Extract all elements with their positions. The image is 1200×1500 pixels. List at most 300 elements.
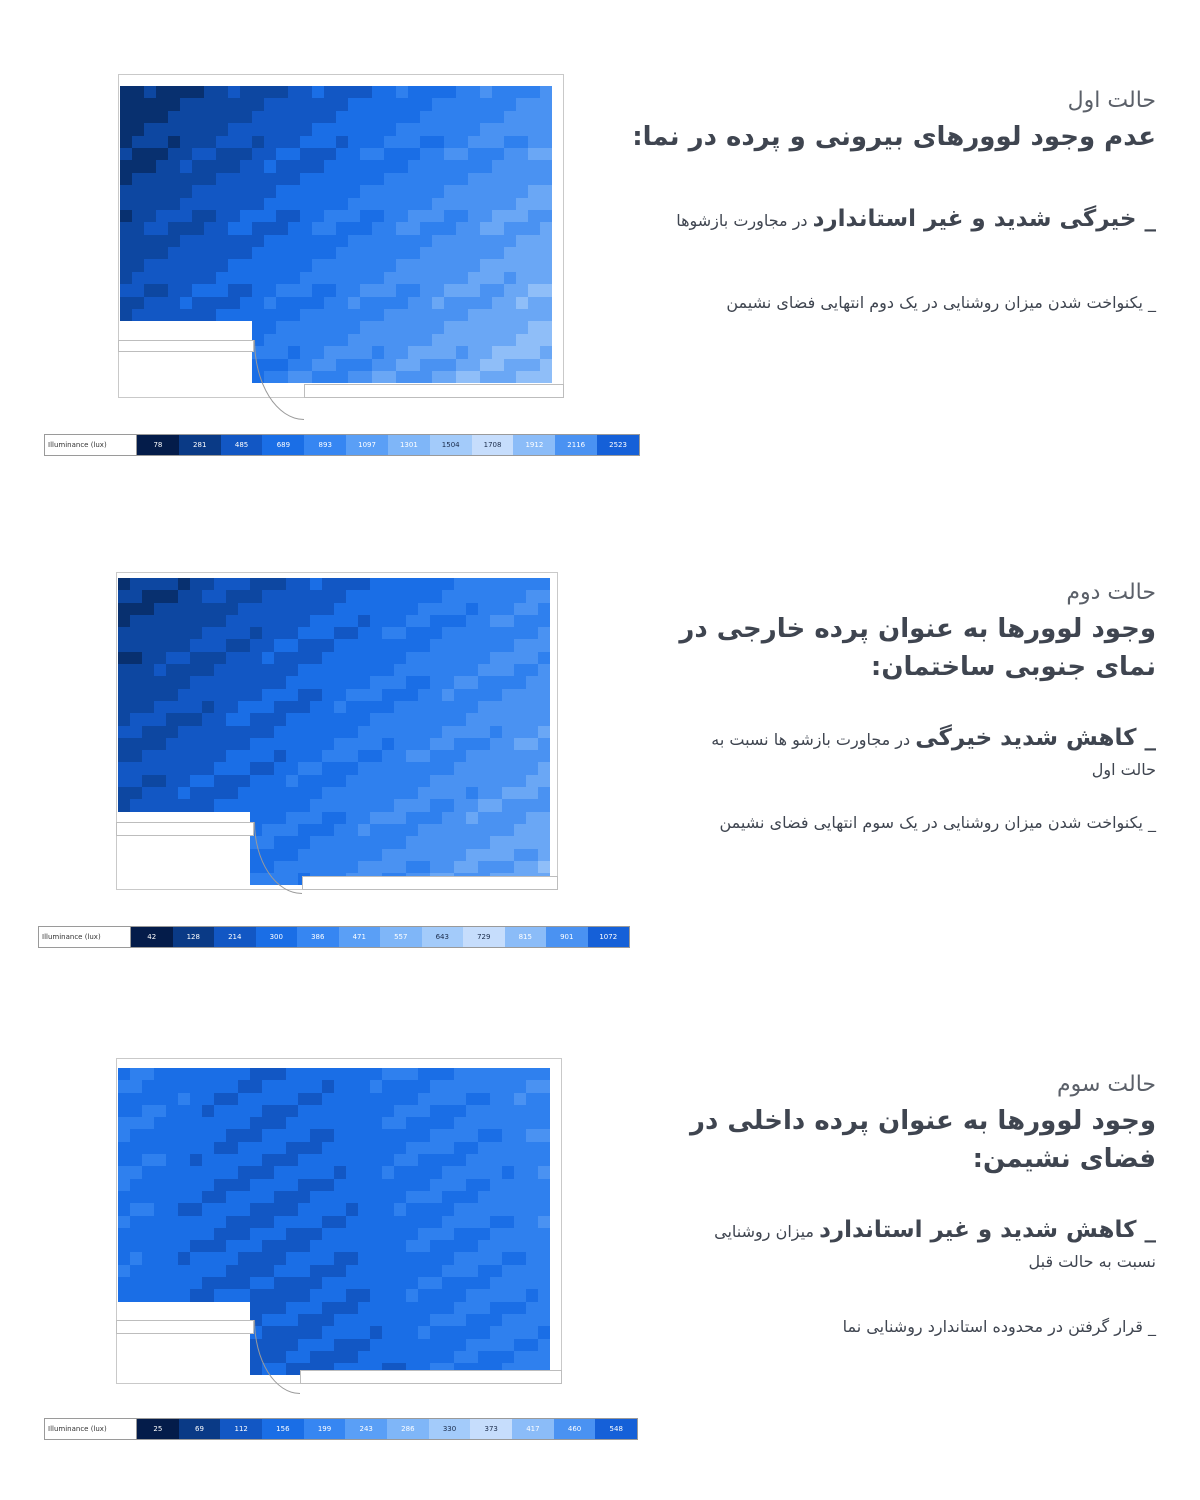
heatmap-cell xyxy=(322,1142,334,1154)
heatmap-cell xyxy=(192,284,204,296)
heatmap-cell xyxy=(502,1339,514,1351)
heatmap-cell xyxy=(468,86,480,98)
heatmap-cell xyxy=(492,284,504,296)
heatmap-cell xyxy=(180,235,192,247)
heatmap-cell xyxy=(190,738,202,750)
heatmap-cell xyxy=(264,160,276,172)
heatmap-cell xyxy=(372,148,384,160)
heatmap-cell xyxy=(118,726,130,738)
heatmap-cell xyxy=(142,713,154,725)
heatmap-cell xyxy=(166,1289,178,1301)
heatmap-cell xyxy=(202,701,214,713)
heatmap-cell xyxy=(204,198,216,210)
illuminance-grid xyxy=(120,86,552,383)
heatmap-cell xyxy=(418,1142,430,1154)
heatmap-cell xyxy=(466,1203,478,1215)
heatmap-cell xyxy=(430,1068,442,1080)
heatmap-cell xyxy=(430,1277,442,1289)
heatmap-cell xyxy=(526,1129,538,1141)
heatmap-cell xyxy=(180,173,192,185)
heatmap-cell xyxy=(526,1203,538,1215)
heatmap-cell xyxy=(204,284,216,296)
heatmap-cell xyxy=(178,1216,190,1228)
heatmap-cell xyxy=(468,359,480,371)
heatmap-cell xyxy=(348,321,360,333)
heatmap-cell xyxy=(324,259,336,271)
heatmap-cell xyxy=(468,185,480,197)
heatmap-cell xyxy=(154,1363,166,1375)
heatmap-cell xyxy=(250,873,262,885)
heatmap-cell xyxy=(118,590,130,602)
heatmap-cell xyxy=(168,123,180,135)
heatmap-cell xyxy=(514,1203,526,1215)
heatmap-cell xyxy=(202,1179,214,1191)
heatmap-cell xyxy=(252,173,264,185)
heatmap-cell xyxy=(538,750,550,762)
heatmap-cell xyxy=(156,371,168,383)
heatmap-cell xyxy=(490,652,502,664)
heatmap-cell xyxy=(324,160,336,172)
legend-value: 286 xyxy=(387,1419,429,1439)
heatmap-cell xyxy=(418,664,430,676)
heatmap-cell xyxy=(310,676,322,688)
heatmap-cell xyxy=(442,1154,454,1166)
heatmap-cell xyxy=(502,1080,514,1092)
heatmap-cell xyxy=(274,1129,286,1141)
heatmap-cell xyxy=(334,615,346,627)
heatmap-cell xyxy=(154,1203,166,1215)
heatmap-cell xyxy=(382,1240,394,1252)
heatmap-cell xyxy=(132,185,144,197)
heatmap-cell xyxy=(202,849,214,861)
heatmap-cell xyxy=(250,1080,262,1092)
heatmap-cell xyxy=(238,726,250,738)
heatmap-cell xyxy=(324,136,336,148)
heatmap-cell xyxy=(286,1203,298,1215)
heatmap-cell xyxy=(502,1142,514,1154)
heatmap-cell xyxy=(118,1289,130,1301)
heatmap-cell xyxy=(430,1142,442,1154)
heatmap-cell xyxy=(444,346,456,358)
heatmap-cell xyxy=(132,247,144,259)
heatmap-cell xyxy=(144,284,156,296)
heatmap-cell xyxy=(478,726,490,738)
heatmap-cell xyxy=(300,111,312,123)
heatmap-cell xyxy=(202,738,214,750)
bullet-primary xyxy=(596,720,1156,757)
heatmap-cell xyxy=(238,836,250,848)
heatmap-cell xyxy=(346,726,358,738)
heatmap-cell xyxy=(202,861,214,873)
heatmap-cell xyxy=(276,198,288,210)
heatmap-cell xyxy=(190,1216,202,1228)
heatmap-cell xyxy=(334,1302,346,1314)
heatmap-cell xyxy=(130,787,142,799)
heatmap-cell xyxy=(324,309,336,321)
heatmap-cell xyxy=(274,1289,286,1301)
heatmap-cell xyxy=(262,1277,274,1289)
heatmap-cell xyxy=(370,1351,382,1363)
heatmap-cell xyxy=(178,713,190,725)
heatmap-cell xyxy=(238,676,250,688)
heatmap-cell xyxy=(310,750,322,762)
heatmap-cell xyxy=(178,775,190,787)
heatmap-cell xyxy=(166,836,178,848)
heatmap-cell xyxy=(238,652,250,664)
heatmap-cell xyxy=(526,799,538,811)
heatmap-cell xyxy=(322,750,334,762)
heatmap-cell xyxy=(526,812,538,824)
heatmap-cell xyxy=(214,1302,226,1314)
heatmap-cell xyxy=(118,1363,130,1375)
heatmap-cell xyxy=(504,334,516,346)
heatmap-cell xyxy=(396,185,408,197)
heatmap-cell xyxy=(358,1179,370,1191)
heatmap-cell xyxy=(372,334,384,346)
heatmap-cell xyxy=(324,198,336,210)
heatmap-cell xyxy=(526,1228,538,1240)
heatmap-cell xyxy=(238,1240,250,1252)
heatmap-cell xyxy=(370,824,382,836)
heatmap-cell xyxy=(430,1339,442,1351)
heatmap-cell xyxy=(526,603,538,615)
heatmap-cell xyxy=(238,1129,250,1141)
heatmap-cell xyxy=(396,123,408,135)
heatmap-cell xyxy=(528,210,540,222)
heatmap-cell xyxy=(226,750,238,762)
heatmap-cell xyxy=(418,1105,430,1117)
heatmap-cell xyxy=(442,1265,454,1277)
legend-value: 25 xyxy=(137,1419,179,1439)
heatmap-cell xyxy=(214,1179,226,1191)
heatmap-cell xyxy=(420,98,432,110)
heatmap-cell xyxy=(334,676,346,688)
heatmap-cell xyxy=(454,1326,466,1338)
panel-state-1 xyxy=(0,0,1200,480)
heatmap-cell xyxy=(430,738,442,750)
heatmap-cell xyxy=(348,148,360,160)
heatmap-cell xyxy=(274,664,286,676)
heatmap-cell xyxy=(442,1142,454,1154)
heatmap-cell xyxy=(334,652,346,664)
heatmap-cell xyxy=(346,639,358,651)
heatmap-cell xyxy=(286,664,298,676)
heatmap-cell xyxy=(178,1129,190,1141)
heatmap-cell xyxy=(226,1068,238,1080)
heatmap-cell xyxy=(190,1179,202,1191)
heatmap-cell xyxy=(432,173,444,185)
heatmap-cell xyxy=(346,738,358,750)
heatmap-cell xyxy=(322,615,334,627)
heatmap-cell xyxy=(322,1252,334,1264)
heatmap-cell xyxy=(322,1289,334,1301)
heatmap-cell xyxy=(238,1093,250,1105)
heatmap-cell xyxy=(118,750,130,762)
heatmap-cell xyxy=(238,775,250,787)
heatmap-cell xyxy=(526,787,538,799)
heatmap-cell xyxy=(166,1068,178,1080)
heatmap-cell xyxy=(466,775,478,787)
heatmap-cell xyxy=(216,86,228,98)
heatmap-cell xyxy=(154,1252,166,1264)
heatmap-cell xyxy=(492,173,504,185)
heatmap-cell xyxy=(466,1240,478,1252)
heatmap-cell xyxy=(168,160,180,172)
heatmap-cell xyxy=(490,1142,502,1154)
heatmap-cell xyxy=(214,1216,226,1228)
heatmap-cell xyxy=(120,198,132,210)
heatmap-cell xyxy=(396,297,408,309)
heatmap-cell xyxy=(540,309,552,321)
heatmap-cell xyxy=(432,284,444,296)
heatmap-cell xyxy=(490,799,502,811)
heatmap-cell xyxy=(310,664,322,676)
heatmap-cell xyxy=(214,836,226,848)
heatmap-cell xyxy=(216,210,228,222)
heatmap-cell xyxy=(322,603,334,615)
heatmap-cell xyxy=(298,775,310,787)
heatmap-cell xyxy=(504,235,516,247)
heatmap-cell xyxy=(130,713,142,725)
heatmap-cell xyxy=(226,1117,238,1129)
heatmap-cell xyxy=(142,762,154,774)
heatmap-cell xyxy=(348,247,360,259)
heatmap-cell xyxy=(382,861,394,873)
heatmap-cell xyxy=(310,738,322,750)
heatmap-cell xyxy=(132,297,144,309)
heatmap-cell xyxy=(156,272,168,284)
heatmap-cell xyxy=(358,1302,370,1314)
heatmap-cell xyxy=(238,1252,250,1264)
heatmap-cell xyxy=(226,1265,238,1277)
heatmap-cell xyxy=(264,198,276,210)
heatmap-cell xyxy=(264,272,276,284)
heatmap-cell xyxy=(192,160,204,172)
heatmap-cell xyxy=(528,284,540,296)
heatmap-cell xyxy=(394,676,406,688)
heatmap-cell xyxy=(120,111,132,123)
heatmap-cell xyxy=(118,578,130,590)
heatmap-cell xyxy=(286,590,298,602)
heatmap-cell xyxy=(142,726,154,738)
heatmap-cell xyxy=(418,1154,430,1166)
heatmap-cell xyxy=(144,148,156,160)
heatmap-cell xyxy=(456,173,468,185)
heatmap-cell xyxy=(514,1105,526,1117)
heatmap-cell xyxy=(226,1179,238,1191)
heatmap-cell xyxy=(118,1105,130,1117)
heatmap-cell xyxy=(216,297,228,309)
heatmap-cell xyxy=(336,222,348,234)
heatmap-cell xyxy=(204,148,216,160)
heatmap-cell xyxy=(238,627,250,639)
heatmap-cell xyxy=(250,676,262,688)
heatmap-cell xyxy=(276,173,288,185)
heatmap-cell xyxy=(408,160,420,172)
heatmap-cell xyxy=(492,185,504,197)
heatmap-cell xyxy=(348,198,360,210)
heatmap-cell xyxy=(528,334,540,346)
heatmap-cell xyxy=(466,738,478,750)
heatmap-cell xyxy=(492,259,504,271)
heatmap-cell xyxy=(142,1228,154,1240)
heatmap-cell xyxy=(190,1154,202,1166)
heatmap-cell xyxy=(190,1339,202,1351)
heatmap-cell xyxy=(250,664,262,676)
heatmap-cell xyxy=(324,210,336,222)
legend-label: Illuminance (lux) xyxy=(45,435,137,455)
heatmap-cell xyxy=(252,98,264,110)
heatmap-cell xyxy=(238,1302,250,1314)
heatmap-cell xyxy=(250,713,262,725)
legend-value: 548 xyxy=(595,1419,637,1439)
heatmap-cell xyxy=(382,578,394,590)
heatmap-cell xyxy=(394,639,406,651)
state-heading: حالت دوم xyxy=(1066,580,1156,605)
heatmap-cell xyxy=(228,111,240,123)
heatmap-cell xyxy=(178,615,190,627)
heatmap-cell xyxy=(456,160,468,172)
heatmap-cell xyxy=(192,321,204,333)
heatmap-cell xyxy=(300,98,312,110)
heatmap-cell xyxy=(372,259,384,271)
heatmap-cell xyxy=(384,371,396,383)
heatmap-cell xyxy=(144,309,156,321)
heatmap-cell xyxy=(310,1252,322,1264)
heatmap-cell xyxy=(406,1068,418,1080)
heatmap-cell xyxy=(514,1154,526,1166)
heatmap-cell xyxy=(276,98,288,110)
heatmap-cell xyxy=(454,1228,466,1240)
heatmap-cell xyxy=(250,738,262,750)
heatmap-cell xyxy=(394,1179,406,1191)
heatmap-cell xyxy=(478,1289,490,1301)
legend-value: 460 xyxy=(554,1419,596,1439)
heatmap-cell xyxy=(490,1080,502,1092)
heatmap-cell xyxy=(540,173,552,185)
heatmap-cell xyxy=(346,1068,358,1080)
heatmap-cell xyxy=(154,1154,166,1166)
heatmap-cell xyxy=(130,1166,142,1178)
heatmap-cell xyxy=(252,185,264,197)
heatmap-cell xyxy=(262,713,274,725)
heatmap-cell xyxy=(406,627,418,639)
heatmap-cell xyxy=(444,185,456,197)
heatmap-cell xyxy=(444,247,456,259)
heatmap-cell xyxy=(334,762,346,774)
heatmap-cell xyxy=(238,861,250,873)
heatmap-cell xyxy=(166,1080,178,1092)
heatmap-cell xyxy=(394,1191,406,1203)
heatmap-cell xyxy=(286,603,298,615)
heatmap-cell xyxy=(528,86,540,98)
heatmap-cell xyxy=(370,1240,382,1252)
heatmap-cell xyxy=(456,148,468,160)
heatmap-cell xyxy=(514,1142,526,1154)
heatmap-cell xyxy=(384,334,396,346)
heatmap-cell xyxy=(454,1265,466,1277)
heatmap-cell xyxy=(492,123,504,135)
legend-value: 128 xyxy=(173,927,215,947)
heatmap-cell xyxy=(466,750,478,762)
heatmap-cell xyxy=(324,86,336,98)
heatmap-cell xyxy=(216,359,228,371)
heatmap-cell xyxy=(382,1105,394,1117)
heatmap-cell xyxy=(526,1351,538,1363)
heatmap-cell xyxy=(288,247,300,259)
heatmap-cell xyxy=(358,1166,370,1178)
heatmap-cell xyxy=(514,836,526,848)
heatmap-cell xyxy=(238,578,250,590)
heatmap-cell xyxy=(202,689,214,701)
heatmap-cell xyxy=(336,284,348,296)
heatmap-cell xyxy=(214,738,226,750)
heatmap-cell xyxy=(336,346,348,358)
heatmap-cell xyxy=(540,222,552,234)
heatmap-cell xyxy=(202,1277,214,1289)
heatmap-cell xyxy=(274,775,286,787)
heatmap-cell xyxy=(418,1265,430,1277)
heatmap-cell xyxy=(538,836,550,848)
heatmap-cell xyxy=(540,235,552,247)
heatmap-cell xyxy=(228,123,240,135)
heatmap-cell xyxy=(286,689,298,701)
heatmap-cell xyxy=(454,603,466,615)
heatmap-cell xyxy=(394,701,406,713)
heatmap-cell xyxy=(142,627,154,639)
heatmap-cell xyxy=(226,1154,238,1166)
heatmap-cell xyxy=(406,1302,418,1314)
heatmap-cell xyxy=(516,86,528,98)
heatmap-cell xyxy=(538,627,550,639)
heatmap-cell xyxy=(358,689,370,701)
heatmap-cell xyxy=(168,136,180,148)
heatmap-cell xyxy=(298,1179,310,1191)
legend-value: 893 xyxy=(304,435,346,455)
heatmap-cell xyxy=(348,259,360,271)
heatmap-cell xyxy=(156,136,168,148)
heatmap-cell xyxy=(312,123,324,135)
heatmap-cell xyxy=(406,1093,418,1105)
heatmap-cell xyxy=(262,1240,274,1252)
heatmap-cell xyxy=(216,284,228,296)
heatmap-cell xyxy=(358,1191,370,1203)
heatmap-cell xyxy=(466,799,478,811)
heatmap-cell xyxy=(240,98,252,110)
heatmap-cell xyxy=(238,1351,250,1363)
heatmap-cell xyxy=(538,1179,550,1191)
heatmap-cell xyxy=(226,1166,238,1178)
heatmap-cell xyxy=(214,1228,226,1240)
heatmap-cell xyxy=(346,1314,358,1326)
heatmap-cell xyxy=(226,1093,238,1105)
heatmap-cell xyxy=(538,738,550,750)
heatmap-cell xyxy=(190,676,202,688)
heatmap-cell xyxy=(502,1216,514,1228)
heatmap-cell xyxy=(406,1216,418,1228)
heatmap-cell xyxy=(262,799,274,811)
heatmap-cell xyxy=(456,86,468,98)
legend-value: 156 xyxy=(262,1419,304,1439)
heatmap-cell xyxy=(156,359,168,371)
heatmap-cell xyxy=(154,1129,166,1141)
heatmap-cell xyxy=(300,86,312,98)
heatmap-cell xyxy=(370,1179,382,1191)
heatmap-cell xyxy=(202,627,214,639)
heatmap-cell xyxy=(346,1093,358,1105)
heatmap-cell xyxy=(502,1179,514,1191)
heatmap-cell xyxy=(396,136,408,148)
